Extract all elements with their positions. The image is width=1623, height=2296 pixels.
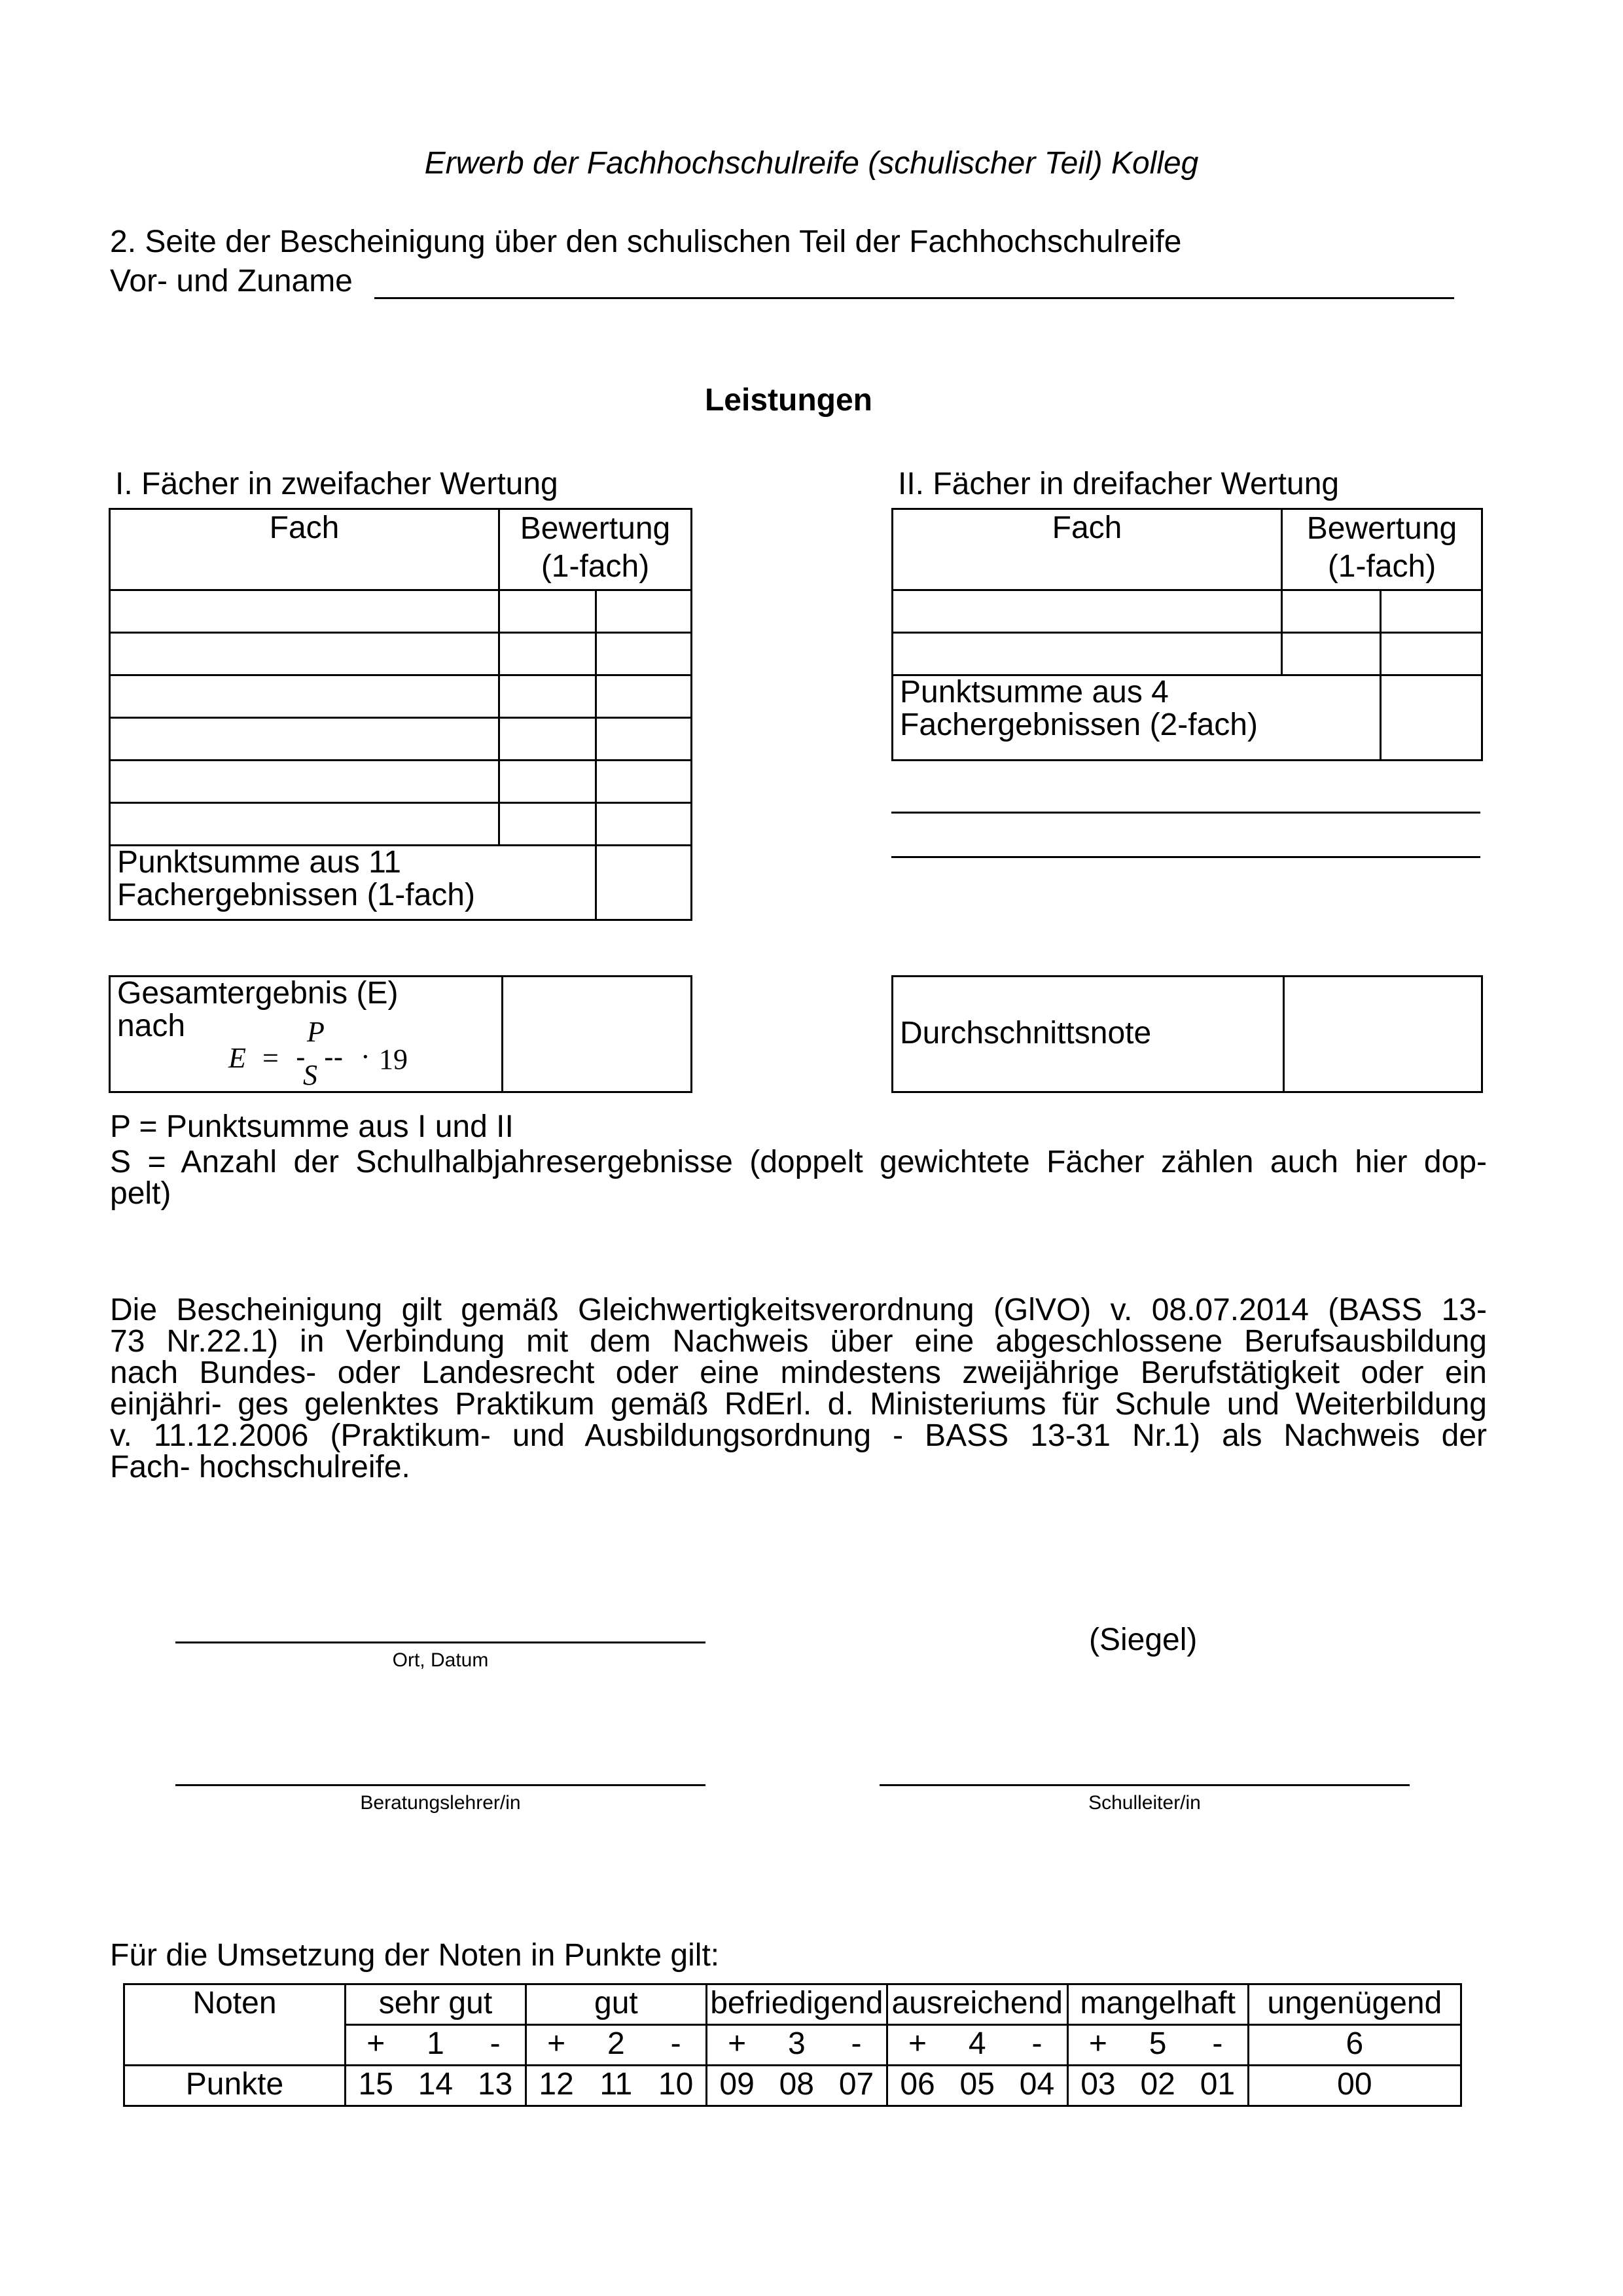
table1-header-fach: Fach (110, 509, 499, 590)
table1-grade-cell[interactable] (596, 590, 692, 633)
table2-sum-label (893, 675, 1381, 761)
table1-row (110, 718, 692, 761)
table2-grade-cell[interactable] (1381, 633, 1482, 675)
grade-points: 12 (526, 2066, 586, 2106)
table2-sum-label-2: Fachergebnissen (2-fach) (900, 708, 1258, 742)
result-divider (501, 977, 503, 1091)
table2-header-fach: Fach (893, 509, 1282, 590)
table1-sum-row (110, 846, 692, 920)
table1-grade-cell[interactable] (596, 718, 692, 761)
table1-grade-cell[interactable] (499, 633, 596, 675)
paragraph-line-6: Fach- hochschulreife. (110, 1450, 410, 1484)
table2-header-bewertung (1282, 509, 1482, 590)
result-label (117, 977, 399, 1043)
grade-name: sehr gut (345, 1984, 526, 2025)
table1-row (110, 803, 692, 846)
table1-sum-label-1: Punktsumme aus 11 (117, 845, 401, 880)
table1-row (110, 633, 692, 675)
grade-name: gut (526, 1984, 706, 2025)
grade-points: 01 (1188, 2066, 1248, 2106)
table2-sum-label-1: Punktsumme aus 4 (900, 675, 1169, 709)
table2-sum-row (893, 675, 1482, 761)
conversion-intro: Für die Umsetzung der Noten in Punkte gilt: (110, 1938, 720, 1973)
table2-caption: II. Fächer in dreifacher Wertung (898, 467, 1340, 501)
table1-sum-label-2: Fachergebnissen (1-fach) (117, 878, 475, 912)
document-title: Erwerb der Fachhochschulreife (schulischer Teil) Kolleg (424, 146, 1199, 181)
formula-p: P (307, 1016, 325, 1048)
table2-grade-cell[interactable] (1282, 633, 1381, 675)
grade-points: 09 (706, 2066, 766, 2106)
table1-grade-cell[interactable] (596, 675, 692, 718)
grade-points: 11 (586, 2066, 646, 2106)
grade-mark: 6 (1248, 2025, 1461, 2066)
grade-points: 10 (646, 2066, 706, 2106)
grade-points: 08 (766, 2066, 827, 2106)
grade-mark: - (1007, 2025, 1067, 2066)
grade-points: 04 (1007, 2066, 1067, 2106)
average-label: Durchschnittsnote (900, 1016, 1152, 1050)
validity-paragraph (110, 1295, 1487, 1483)
name-field[interactable] (374, 297, 1454, 299)
table2-sum-value[interactable] (1381, 675, 1482, 761)
extra-line-1[interactable] (891, 812, 1480, 814)
formula-s: S (303, 1059, 317, 1091)
grade-name: ausreichend (887, 1984, 1067, 2025)
table1-grade-cell[interactable] (499, 590, 596, 633)
grade-mark: - (1188, 2025, 1248, 2066)
grade-points: 00 (1248, 2066, 1461, 2106)
grade-mark: 5 (1128, 2025, 1188, 2066)
table1-header-bewertung-2: (1-fach) (541, 549, 650, 584)
section-title: Leistungen (704, 383, 872, 418)
grade-name: ungenügend (1248, 1984, 1461, 2025)
table1-fach-cell[interactable] (110, 761, 499, 803)
principal-signature-line[interactable] (880, 1784, 1410, 1786)
table2-grade-cell[interactable] (1282, 590, 1381, 633)
grade-mark: - (465, 2025, 526, 2066)
grade-points: 14 (405, 2066, 465, 2106)
formula-19: 19 (379, 1043, 408, 1075)
table2-fach-cell[interactable] (893, 590, 1282, 633)
table1-fach-cell[interactable] (110, 718, 499, 761)
formula-dashes: -- (324, 1041, 344, 1073)
grade-points: 06 (887, 2066, 947, 2106)
principal-label: Schulleiter/in (1088, 1792, 1201, 1814)
grade-name: befriedigend (706, 1984, 887, 2025)
legend-s-2: pelt) (110, 1176, 171, 1211)
table2-row (893, 633, 1482, 675)
grade-mark: 3 (766, 2025, 827, 2066)
conversion-table (123, 1983, 1462, 2107)
paragraph-line-2: 73 Nr.22.1) in Verbindung mit dem Nachweis über eine abgeschlossene Berufsausbildung (110, 1324, 1487, 1359)
table1-row (110, 590, 692, 633)
result-label-2: nach (117, 1009, 186, 1043)
noten-header: Noten (124, 1984, 346, 2066)
legend-s-1: S = Anzahl der Schulhalbjahresergebnisse (doppelt gewichtete Fächer zählen auch hier dop- (110, 1145, 1487, 1179)
table1-fach-cell[interactable] (110, 675, 499, 718)
grade-mark: - (646, 2025, 706, 2066)
grade-points: 15 (345, 2066, 405, 2106)
grade-mark: 2 (586, 2025, 646, 2066)
grade-points: 07 (827, 2066, 887, 2106)
result-box (109, 975, 692, 1093)
grade-mark: + (887, 2025, 947, 2066)
table1-sum-value[interactable] (596, 846, 692, 920)
table1-grade-cell[interactable] (596, 633, 692, 675)
table1-row (110, 761, 692, 803)
paragraph-line-4: einjähri- ges gelenktes Praktikum gemäß RdErl. d. Ministeriums für Schule und Weiterbildung (110, 1387, 1487, 1422)
table2-row (893, 590, 1482, 633)
grade-mark: 4 (947, 2025, 1007, 2066)
average-box (891, 975, 1483, 1093)
table1-caption: I. Fächer in zweifacher Wertung (115, 467, 558, 501)
table2-header-bewertung-2: (1-fach) (1327, 549, 1436, 584)
grade-points: 05 (947, 2066, 1007, 2106)
table1-grade-cell[interactable] (499, 761, 596, 803)
table2-grade-cell[interactable] (1381, 590, 1482, 633)
legend-p: P = Punktsumme aus I und II (110, 1109, 514, 1144)
grade-mark: + (345, 2025, 405, 2066)
table1-grade-cell[interactable] (499, 803, 596, 846)
legend-s (110, 1147, 1487, 1210)
paragraph-line-3: nach Bundes- oder Landesrecht oder eine mindestens zweijährige Berufstätigkeit oder ein (110, 1355, 1487, 1390)
table1-header-bewertung (499, 509, 692, 590)
grade-name: mangelhaft (1067, 1984, 1248, 2025)
paragraph-line-1: Die Bescheinigung gilt gemäß Gleichwertigkeitsverordnung (GlVO) v. 08.07.2014 (BASS 13- (110, 1293, 1487, 1327)
table1-row (110, 675, 692, 718)
table1-grade-cell[interactable] (499, 675, 596, 718)
table1-sum-label (110, 846, 596, 920)
table1-fach-cell[interactable] (110, 633, 499, 675)
table1-grade-cell[interactable] (499, 718, 596, 761)
table2-header-bewertung-1: Bewertung (1306, 511, 1457, 546)
advisor-signature-line[interactable] (175, 1784, 705, 1786)
table-subjects-double (109, 508, 692, 921)
table1-header-bewertung-1: Bewertung (520, 511, 671, 546)
average-divider (1283, 977, 1285, 1091)
average-value[interactable] (1286, 977, 1481, 1091)
paragraph-line-5: v. 11.12.2006 (Praktikum- und Ausbildungsordnung - BASS 13-31 Nr.1) als Nachweis der (110, 1418, 1487, 1453)
place-date-line[interactable] (175, 1641, 705, 1643)
formula-e: E (228, 1042, 246, 1074)
table-subjects-triple (891, 508, 1483, 761)
extra-line-2[interactable] (891, 856, 1480, 858)
punkte-header: Punkte (124, 2066, 346, 2106)
result-label-1: Gesamtergebnis (E) (117, 976, 399, 1011)
advisor-label: Beratungslehrer/in (360, 1792, 521, 1814)
grade-mark: + (706, 2025, 766, 2066)
name-label: Vor- und Zuname (110, 264, 353, 298)
grade-mark: 1 (405, 2025, 465, 2066)
grade-mark: + (526, 2025, 586, 2066)
document-subtitle: 2. Seite der Bescheinigung über den schulischen Teil der Fachhochschulreife (110, 224, 1182, 259)
seal-label: (Siegel) (1089, 1623, 1198, 1657)
grade-points: 13 (465, 2066, 526, 2106)
table2-fach-cell[interactable] (893, 633, 1282, 675)
table1-fach-cell[interactable] (110, 590, 499, 633)
table1-grade-cell[interactable] (596, 761, 692, 803)
grade-mark: - (827, 2025, 887, 2066)
formula-dot: · (361, 1041, 370, 1073)
table1-fach-cell[interactable] (110, 803, 499, 846)
grade-mark: + (1067, 2025, 1128, 2066)
grade-points: 02 (1128, 2066, 1188, 2106)
grade-points: 03 (1067, 2066, 1128, 2106)
formula-dash: - (296, 1041, 306, 1073)
table1-grade-cell[interactable] (596, 803, 692, 846)
place-date-label: Ort, Datum (392, 1649, 489, 1671)
formula-eq: = (262, 1042, 279, 1074)
